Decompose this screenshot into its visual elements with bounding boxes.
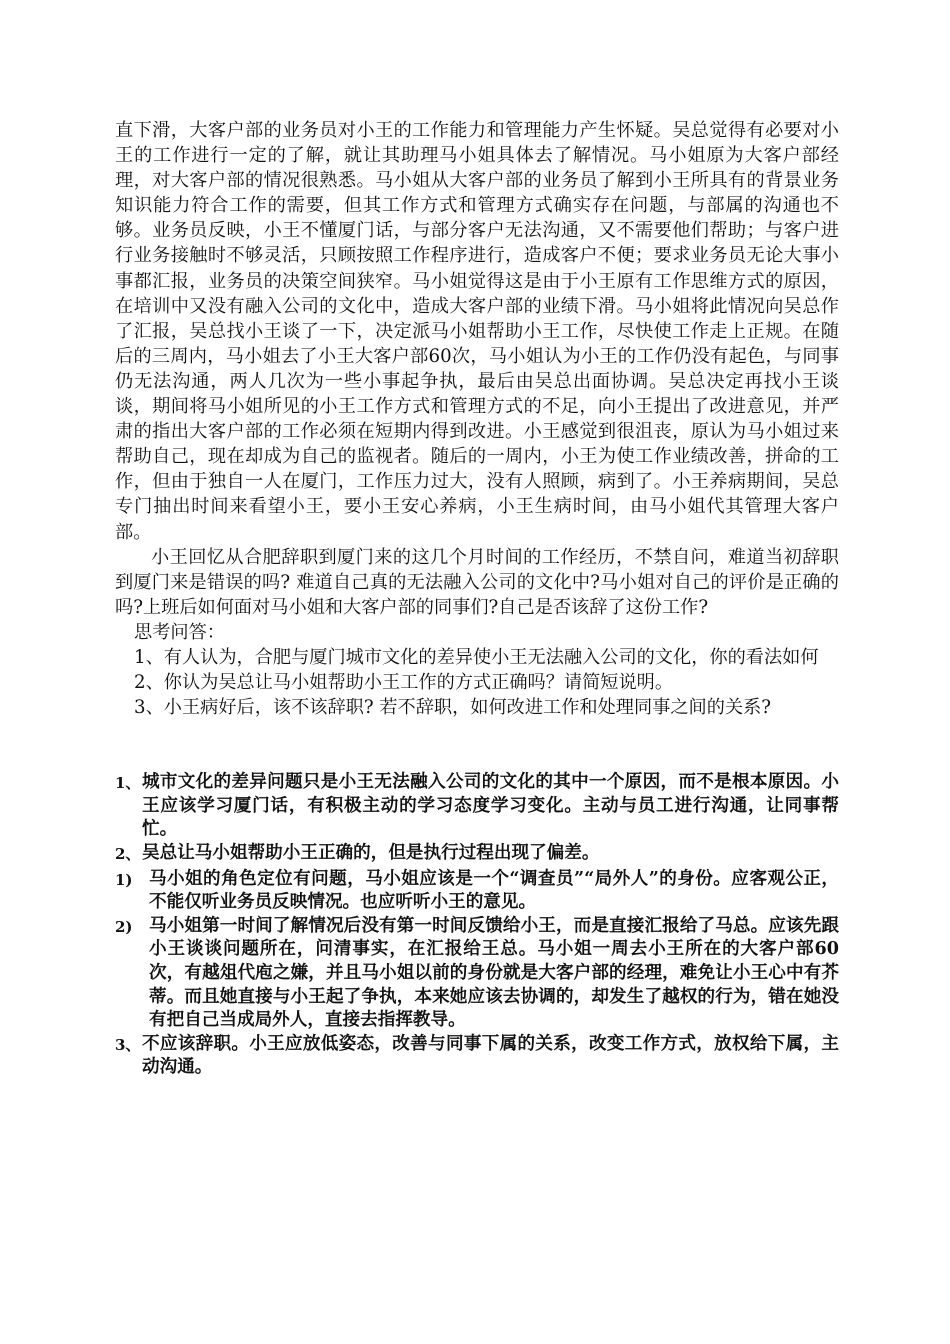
case-paragraph-1: 直下滑，大客户部的业务员对小王的工作能力和管理能力产生怀疑。吴总觉得有必要对小王的工作进行一定的了解，就让其助理马小姐具体去了解情况。马小姐原为大客户部经理，对大客户部的情况很熟悉。马小姐从大客户部的业务员了解到小王所具有的背景业务知识能力符合工作的需要，但其工作方式和管理方式确实存在问题，与部属的沟通也不够。业务员反映，小王不懂厦门话，与部分客户无法沟通，又不需要他们帮助；与客户进行业务接触时不够灵活，只顾按照工作程序进行，造成客户不便；要求业务员无论大事小事都汇报，业务员的决策空间狭窄。马小姐觉得这是由于小王原有工作思维方式的原因，在培训中又没有融入公司的文化中，造成大客户部的业绩下滑。马小姐将此情况向吴总作了汇报，吴总找小王谈了一下，决定派马小姐帮助小王工作，尽快使工作走上正规。在随后的三周内，马小姐去了小王大客户部60次，马小姐认为小王的工作仍没有起色，与同事仍无法沟通，两人几次为一些小事起争执，最后由吴总出面协调。吴总决定再找小王谈谈，期间将马小姐所见的小王工作方式和管理方式的不足，向小王提出了改进意见，并严肃的指出大客户部的工作必须在短期内得到改进。小王感觉到很沮丧，原认为马小姐过来帮助自己，现在却成为自己的监视者。随后的一周内，小王为使工作业绩改善，拼命的工作，但由于独自一人在厦门，工作压力过大，没有人照顾，病到了。小王养病期间，吴总专门抽出时间来看望小王，要小王安心养病，小王生病时间，由马小姐代其管理大客户部。 [115,120,839,543]
document-page [115,118,839,1079]
answer-subitem [115,867,839,914]
answer-text: 马小姐第一时间了解情况后没有第一时间反馈给小王，而是直接汇报给了马总。应该先跟小王谈谈问题所在，问清事实，在汇报给王总。马小姐一周去小王所在的大客户部60次，有越俎代庖之嫌，并且马小姐以前的身份就是大客户部的经理，难免让小王心中有芥蒂。而且她直接与小王起了争执，本来她应该去协调的，却发生了越权的行为，错在她没有把自己当成局外人，直接去指挥教导。 [149,914,839,1031]
answer-subitem [115,914,839,1032]
question-list [115,645,839,720]
questions-heading: 思考问答： [134,621,225,643]
case-paragraph-2: 小王回忆从合肥辞职到厦门来的这几个月时间的工作经历，不禁自问，难道当初辞职到厦门来是错误的吗? 难道自己真的无法融入公司的文化中?马小姐对自己的评价是正确的吗?上班后如何面对马小姐和大客户部的同事们?自己是否该辞了这份工作? [115,546,839,618]
answer-text: 马小姐的角色定位有问题，马小姐应该是一个“调查员”“局外人”的身份。应客观公正，不能仅听业务员反映情况。也应听听小王的意见。 [149,867,839,913]
case-text [115,118,839,620]
answer-item [115,770,839,841]
answer-text: 吴总让马小姐帮助小王正确的，但是执行过程出现了偏差。 [142,842,600,864]
answer-number: 3、 [115,1035,141,1054]
answer-item [115,1032,839,1079]
answer-number: 1) [115,870,133,889]
answer-text: 不应该辞职。小王应放低姿态，改善与同事下属的关系，改变工作方式，放权给下属，主动沟通。 [142,1032,839,1078]
question-item: 3、小王病好后，该不该辞职? 若不辞职，如何改进工作和处理同事之间的关系? [134,697,772,719]
answer-text: 城市文化的差异问题只是小王无法融入公司的文化的其中一个原因，而不是根本原因。小王应该学习厦门话，有积极主动的学习态度学习变化。主动与员工进行沟通，让同事帮忙。 [142,771,839,840]
answer-list [115,770,839,1079]
question-item: 1、有人认为，合肥与厦门城市文化的差异使小王无法融入公司的文化，你的看法如何 [134,646,819,668]
question-item: 2、你认为吴总让马小姐帮助小王工作的方式正确吗？请简短说明。 [134,672,674,694]
answer-number: 1、 [115,774,141,793]
answer-number: 2) [115,917,133,936]
answer-item [115,841,839,867]
answer-number: 2、 [115,845,141,864]
